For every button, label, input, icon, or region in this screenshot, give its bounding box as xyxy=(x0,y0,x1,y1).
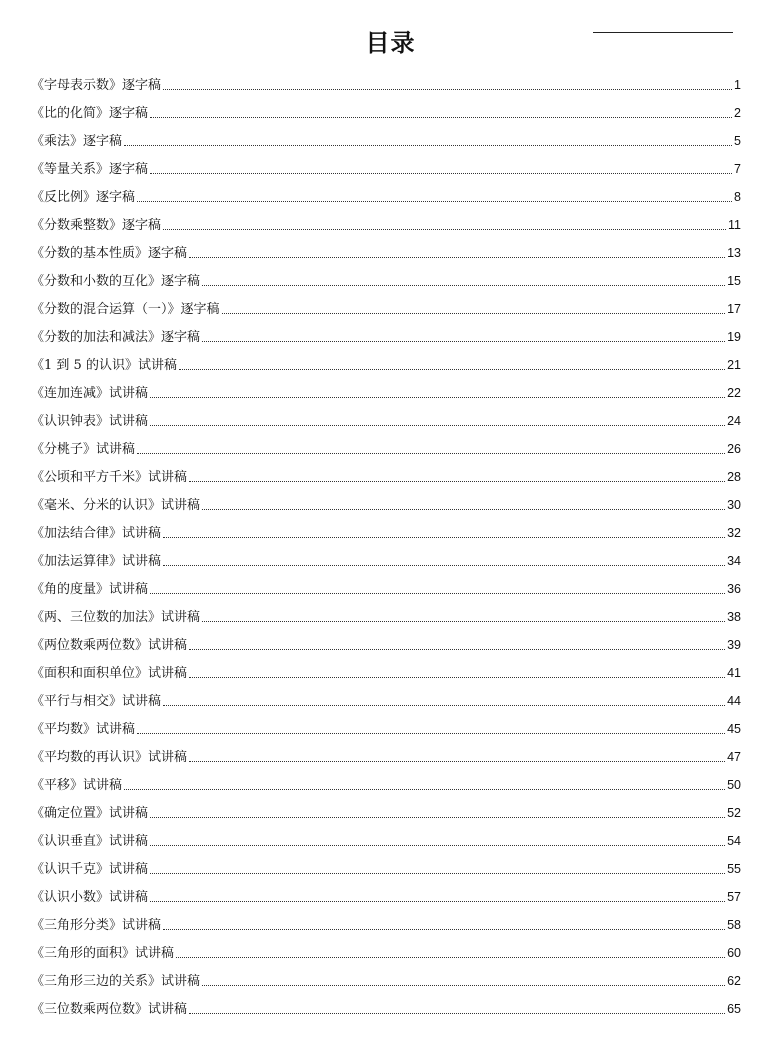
dot-leader xyxy=(163,705,725,706)
toc-entry-title: 《公顷和平方千米》试讲稿 xyxy=(31,470,188,485)
toc-entry-page-number: 45 xyxy=(727,722,741,736)
dot-leader xyxy=(163,537,725,538)
toc-entry-title: 《平均数的再认识》试讲稿 xyxy=(31,750,188,765)
toc-entry[interactable] xyxy=(31,990,741,1018)
toc-entry-page-number: 47 xyxy=(727,750,741,764)
toc-entry-page-number: 65 xyxy=(727,1002,741,1016)
dot-leader xyxy=(189,481,725,482)
toc-entry[interactable] xyxy=(31,570,741,598)
toc-entry-title: 《分桃子》试讲稿 xyxy=(31,442,136,457)
toc-entry-title: 《乘法》逐字稿 xyxy=(31,134,123,149)
dot-leader xyxy=(179,369,725,370)
toc-entry[interactable] xyxy=(31,738,741,766)
toc-entry-title: 《分数和小数的互化》逐字稿 xyxy=(31,274,201,289)
toc-entry-page-number: 7 xyxy=(734,162,741,176)
toc-entry[interactable] xyxy=(31,206,741,234)
toc-entry-title: 《分数的混合运算（一）》逐字稿 xyxy=(31,302,220,317)
toc-entry[interactable] xyxy=(31,458,741,486)
toc-entry[interactable] xyxy=(31,402,741,430)
toc-entry-title: 《字母表示数》逐字稿 xyxy=(31,78,162,93)
toc-entry-title: 《平行与相交》试讲稿 xyxy=(31,694,162,709)
dot-leader xyxy=(150,397,725,398)
toc-entry-title: 《等量关系》逐字稿 xyxy=(31,162,149,177)
dot-leader xyxy=(150,817,725,818)
dot-leader xyxy=(163,929,725,930)
toc-entry-title: 《毫米、分米的认识》试讲稿 xyxy=(31,498,201,513)
dot-leader xyxy=(137,733,725,734)
toc-entry-page-number: 30 xyxy=(727,498,741,512)
toc-entry-page-number: 62 xyxy=(727,974,741,988)
toc-entry-title: 《确定位置》试讲稿 xyxy=(31,806,149,821)
toc-entry[interactable] xyxy=(31,178,741,206)
toc-entry[interactable] xyxy=(31,514,741,542)
toc-entry[interactable] xyxy=(31,290,741,318)
toc-entry[interactable] xyxy=(31,766,741,794)
toc-entry-title: 《分数的加法和减法》逐字稿 xyxy=(31,330,201,345)
toc-entry[interactable] xyxy=(31,934,741,962)
toc-entry[interactable] xyxy=(31,962,741,990)
toc-entry-page-number: 55 xyxy=(727,862,741,876)
dot-leader xyxy=(189,1013,725,1014)
dot-leader xyxy=(137,201,732,202)
toc-entry-title: 《认识千克》试讲稿 xyxy=(31,862,149,877)
dot-leader xyxy=(150,873,725,874)
toc-entry-page-number: 34 xyxy=(727,554,741,568)
toc-entry[interactable] xyxy=(31,318,741,346)
dot-leader xyxy=(163,565,725,566)
dot-leader xyxy=(150,901,725,902)
toc-entry[interactable] xyxy=(31,626,741,654)
toc-entry-title: 《三角形的面积》试讲稿 xyxy=(31,946,175,961)
toc-entry-page-number: 39 xyxy=(727,638,741,652)
toc-entry-title: 《认识小数》试讲稿 xyxy=(31,890,149,905)
dot-leader xyxy=(189,649,725,650)
toc-entry-page-number: 41 xyxy=(727,666,741,680)
toc-entry-page-number: 50 xyxy=(727,778,741,792)
toc-entry-page-number: 22 xyxy=(727,386,741,400)
toc-entry-title: 《面积和面积单位》试讲稿 xyxy=(31,666,188,681)
toc-entry[interactable] xyxy=(31,654,741,682)
dot-leader xyxy=(124,789,725,790)
dot-leader xyxy=(202,285,725,286)
table-of-contents xyxy=(31,66,741,1018)
toc-entry[interactable] xyxy=(31,66,741,94)
toc-entry-page-number: 8 xyxy=(734,190,741,204)
toc-entry-title: 《反比例》逐字稿 xyxy=(31,190,136,205)
dot-leader xyxy=(150,425,725,426)
toc-entry-page-number: 52 xyxy=(727,806,741,820)
toc-entry-page-number: 2 xyxy=(734,106,741,120)
toc-entry-page-number: 54 xyxy=(727,834,741,848)
toc-entry-page-number: 13 xyxy=(727,246,741,260)
toc-entry-page-number: 38 xyxy=(727,610,741,624)
toc-entry-page-number: 5 xyxy=(734,134,741,148)
toc-entry-title: 《认识钟表》试讲稿 xyxy=(31,414,149,429)
toc-entry-page-number: 60 xyxy=(727,946,741,960)
toc-entry-title: 《加法结合律》试讲稿 xyxy=(31,526,162,541)
toc-entry-title: 《分数乘整数》逐字稿 xyxy=(31,218,162,233)
dot-leader xyxy=(150,593,725,594)
toc-entry-page-number: 21 xyxy=(727,358,741,372)
toc-entry-title: 《两、三位数的加法》试讲稿 xyxy=(31,610,201,625)
dot-leader xyxy=(202,621,725,622)
dot-leader xyxy=(163,89,732,90)
toc-entry-title: 《三角形三边的关系》试讲稿 xyxy=(31,974,201,989)
dot-leader xyxy=(163,229,726,230)
dot-leader xyxy=(189,677,725,678)
toc-entry-title: 《两位数乘两位数》试讲稿 xyxy=(31,638,188,653)
toc-entry[interactable] xyxy=(31,374,741,402)
dot-leader xyxy=(202,509,725,510)
toc-entry[interactable] xyxy=(31,430,741,458)
toc-entry[interactable] xyxy=(31,122,741,150)
toc-entry-title: 《角的度量》试讲稿 xyxy=(31,582,149,597)
toc-entry[interactable] xyxy=(31,878,741,906)
toc-entry-page-number: 15 xyxy=(727,274,741,288)
toc-entry[interactable] xyxy=(31,794,741,822)
dot-leader xyxy=(124,145,732,146)
toc-entry[interactable] xyxy=(31,542,741,570)
toc-entry-title: 《平移》试讲稿 xyxy=(31,778,123,793)
dot-leader xyxy=(137,453,725,454)
toc-entry[interactable] xyxy=(31,150,741,178)
toc-entry-title: 《认识垂直》试讲稿 xyxy=(31,834,149,849)
dot-leader xyxy=(189,761,725,762)
toc-entry[interactable] xyxy=(31,682,741,710)
toc-entry[interactable] xyxy=(31,850,741,878)
toc-entry[interactable] xyxy=(31,486,741,514)
toc-entry-page-number: 1 xyxy=(734,78,741,92)
toc-entry[interactable] xyxy=(31,234,741,262)
toc-entry[interactable] xyxy=(31,94,741,122)
toc-entry-page-number: 44 xyxy=(727,694,741,708)
toc-entry-title: 《加法运算律》试讲稿 xyxy=(31,554,162,569)
toc-entry-page-number: 57 xyxy=(727,890,741,904)
dot-leader xyxy=(150,117,732,118)
toc-entry-page-number: 11 xyxy=(728,218,741,232)
toc-entry-page-number: 26 xyxy=(727,442,741,456)
toc-entry[interactable] xyxy=(31,710,741,738)
toc-entry-title: 《分数的基本性质》逐字稿 xyxy=(31,246,188,261)
toc-entry-page-number: 36 xyxy=(727,582,741,596)
toc-entry-page-number: 28 xyxy=(727,470,741,484)
toc-entry[interactable] xyxy=(31,906,741,934)
toc-entry[interactable] xyxy=(31,598,741,626)
toc-entry-title: 《三位数乘两位数》试讲稿 xyxy=(31,1002,188,1017)
toc-entry-page-number: 24 xyxy=(727,414,741,428)
dot-leader xyxy=(222,313,726,314)
toc-entry-page-number: 32 xyxy=(727,526,741,540)
toc-entry-title: 《连加连减》试讲稿 xyxy=(31,386,149,401)
toc-entry-title: 《平均数》试讲稿 xyxy=(31,722,136,737)
toc-entry-page-number: 17 xyxy=(727,302,741,316)
toc-entry-title: 《比的化简》逐字稿 xyxy=(31,106,149,121)
toc-entry[interactable] xyxy=(31,822,741,850)
dot-leader xyxy=(202,341,725,342)
dot-leader xyxy=(150,845,725,846)
dot-leader xyxy=(150,173,732,174)
toc-entry[interactable] xyxy=(31,346,741,374)
page-title: 目录 xyxy=(365,29,416,57)
dot-leader xyxy=(189,257,725,258)
toc-entry[interactable] xyxy=(31,262,741,290)
dot-leader xyxy=(202,985,725,986)
toc-entry-title: 《1 到 5 的认识》试讲稿 xyxy=(31,358,177,373)
dot-leader xyxy=(176,957,725,958)
toc-entry-page-number: 19 xyxy=(727,330,741,344)
toc-entry-title: 《三角形分类》试讲稿 xyxy=(31,918,162,933)
toc-entry-page-number: 58 xyxy=(727,918,741,932)
